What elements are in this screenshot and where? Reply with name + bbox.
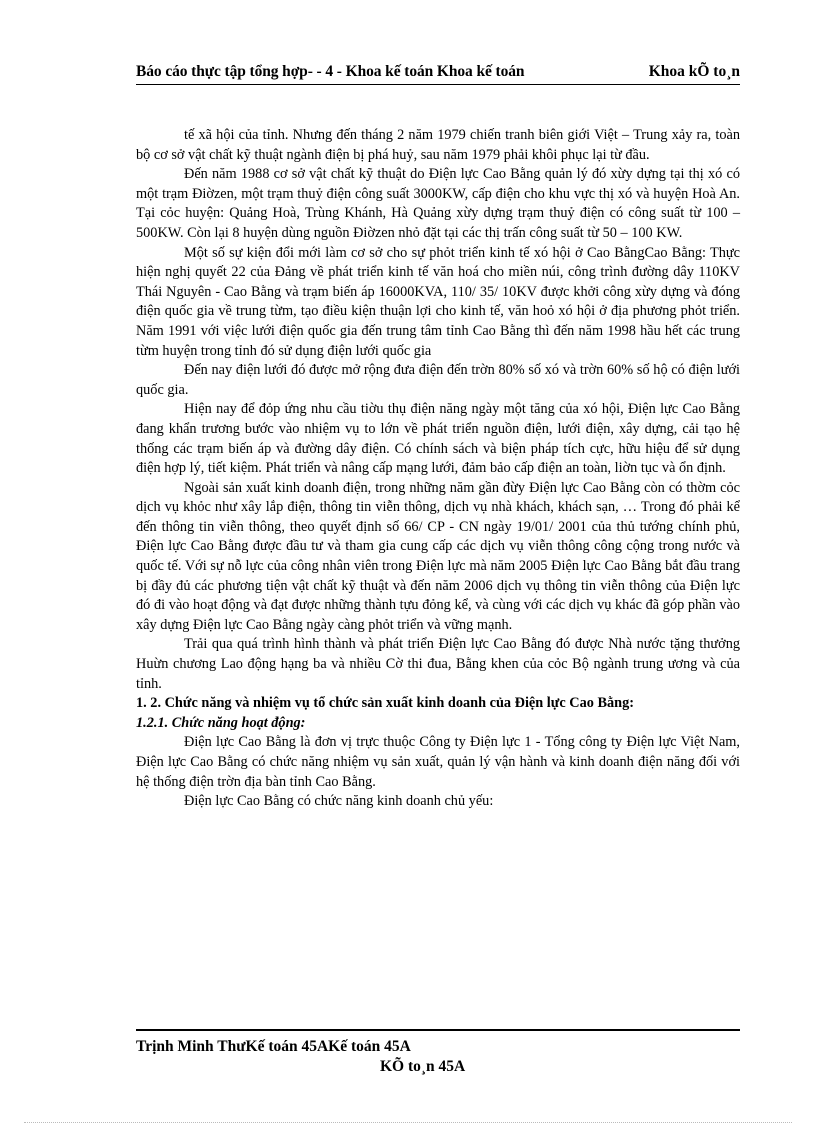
paragraph: Điện lực Cao Bằng có chức năng kinh doanh chủ yếu: — [184, 793, 494, 810]
paragraph: Trải qua quá trình hình thành và phát triển Điện lực Cao Bằng đó được Nhà nước tặng thưởng Huừn chương Lao động hạng ba và nhiều Cờ thi đua, Bằng khen của cỏc Bộ ngành trung ương và của tỉnh. — [136, 636, 740, 692]
document-body — [136, 126, 740, 812]
paragraph: Điện lực Cao Bằng là đơn vị trực thuộc Công ty Điện lực 1 - Tổng công ty Điện lực Việt Nam, Điện lực Cao Bằng có chức năng nhiệm vụ sản xuất, quản lý vận hành và kinh doanh điện năng đối với hệ thống điện trờn địa bàn tỉnh Cao Bằng. — [136, 734, 740, 790]
paragraph: Đến năm 1988 cơ sở vật chất kỹ thuật do Điện lực Cao Bằng quản lý đó xừy dựng tại thị xó có một trạm Điờzen, một trạm thuỷ điện công suất 3000KW, cấp điện cho khu vực thị xó và huyện Hoà An. Tại cỏc huyện: Quảng Hoà, Trùng Khánh, Hà Quảng xừy dựng trạm thuỷ điện có công suất từ 100 – 500KW. Còn lại 8 huyện dùng nguồn Điờzen nhỏ đặt tại các thị trấn công suất từ 50 – 100 KW. — [136, 166, 740, 241]
paragraph: tế xã hội của tỉnh. Nhưng đến tháng 2 năm 1979 chiến tranh biên giới Việt – Trung xảy ra, toàn bộ cơ sở vật chất kỹ thuật ngành điện bị phá huỷ, sau năm 1979 phải khôi phục lại từ đầu. — [136, 127, 740, 163]
header-divider — [136, 84, 740, 85]
subsection-heading: 1.2.1. Chức năng hoạt động: — [136, 714, 306, 731]
footer-divider — [136, 1029, 740, 1031]
header-title: Báo cáo thực tập tổng hợp- - 4 - Khoa kế toán Khoa kế toán — [136, 63, 525, 80]
section-heading: 1. 2. Chức năng và nhiệm vụ tổ chức sản xuất kinh doanh của Điện lực Cao Bằng: — [136, 695, 635, 712]
paragraph: Đến nay điện lưới đó được mở rộng đưa điện đến trờn 80% số xó và trờn 60% số hộ có điện lưới quốc gia. — [136, 362, 740, 398]
footer-class: KÕ to¸n 45A — [380, 1058, 466, 1075]
paragraph: Hiện nay để đỏp ứng nhu cầu tiờu thụ điện năng ngày một tăng của xó hội, Điện lực Cao Bằng đang khẩn trương bước vào nhiệm vụ to lớn về phát triển nguồn điện, lưới điện, xây dựng, cải tạo hệ thống các trạm biến áp và đường dây điện. Có chính sách và biện pháp tích cực, hữu hiệu để sử dụng điện hợp lý, tiết kiệm. Phát triển và nâng cấp mạng lưới, đảm bảo cấp điện an toàn, liờn tục và ổn định. — [136, 401, 740, 477]
header-garbled-text: Khoa kÕ to¸n — [648, 63, 740, 80]
paragraph: Ngoài sản xuất kinh doanh điện, trong những năm gần đừy Điện lực Cao Bằng còn có thờm cỏc dịch vụ khỏc như xây lắp điện, thông tin viễn thông, dịch vụ nhà khách, khách sạn, … Trong đó phải kể đến thông tin viễn thông, theo quyết định số 66/ CP - CN ngày 19/01/ 2001 của thủ tướng chính phủ, Điện lực Cao Bằng được đầu tư và tham gia cung cấp các dịch vụ viễn thông công cộng trong nước và quốc tế. Với sự nỗ lực của công nhân viên trong Điện lực mà năm 2005 Điện lực Cao Bằng bắt đầu trang bị đầy đủ các phương tiện vật chất kỹ thuật và đến năm 2006 dịch vụ thông tin viễn thông của Điện lực đó đi vào hoạt động và đạt được những thành tựu đỏng kể, và cùng với các dịch vụ khác đã góp phần vào xây dựng Điện lực Cao Bằng ngày càng phỏt triển và vững mạnh. — [136, 479, 740, 633]
footer-author: Trịnh Minh ThưKế toán 45AKế toán 45A — [136, 1038, 411, 1055]
paragraph: Một số sự kiện đổi mới làm cơ sở cho sự phỏt triển kinh tế xó hội ở Cao BằngCao Bằng: Thực hiện nghị quyết 22 của Đảng về phát triển kinh tế văn hoá cho miền núi, công trình đường dây 110KV Thái Nguyên - Cao Bằng và trạm biến áp 16000KVA, 110/ 35/ 10KV được khởi công xừy dựng và đóng điện quốc gia về trung từm, tạo điều kiện thuận lợi cho kinh tế, văn hoỏ xó hội ở địa phương phỏt triển. Năm 1991 với việc lưới điện quốc gia đến trung tâm tỉnh Cao Bằng thì đến năm 1998 hầu hết các trung từm huyện trong tỉnh đó sử dụng điện lưới quốc gia — [136, 244, 740, 359]
page-header — [136, 63, 740, 85]
